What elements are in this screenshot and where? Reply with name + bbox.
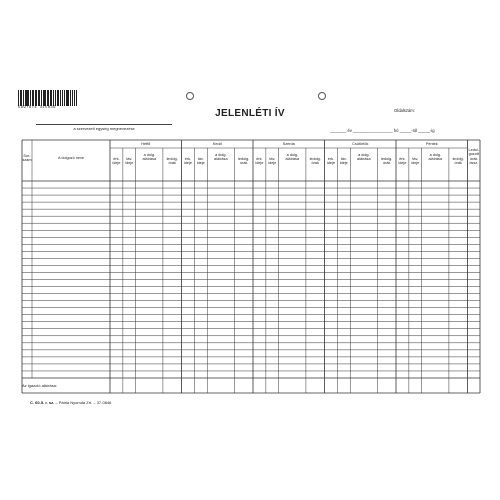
header-day-1: Hétfő — [141, 142, 151, 146]
sub-header-3: a dolg. aláírása — [214, 153, 228, 162]
sub-header-2: táv. ideje — [268, 157, 277, 166]
header-employee-name: A dolgozó neve — [58, 156, 84, 160]
date-range-line: _______ év _________________ hó _____-tól _____-ig — [330, 128, 435, 133]
sub-header-2: táv. ideje — [196, 157, 205, 166]
header-total-hours: Ledol- gozott órák össz. — [468, 148, 480, 166]
sub-header-2: táv. ideje — [125, 157, 134, 166]
sub-header-4: ledolg. órák — [166, 157, 178, 166]
sub-header-3: a dolg. aláírása — [142, 153, 157, 162]
sub-header-4: ledolg. órák — [238, 157, 250, 166]
barcode-number: 5997674 315036 — [18, 106, 56, 110]
sub-header-3: a dolg. aláírása — [357, 153, 371, 162]
form-title: JELENLÉTI ÍV — [215, 108, 285, 119]
header-day-3: Szerda — [282, 142, 295, 146]
header-row-number: Sor- szám — [22, 154, 32, 163]
sub-header-1: érk. ideje — [255, 157, 264, 166]
header-day-5: Péntek — [425, 142, 438, 146]
publisher-text: – Pátria Nyomda Zrt. – 37-0846 — [55, 400, 112, 405]
form-footer — [30, 400, 111, 405]
sub-header-1: érk. ideje — [398, 157, 407, 166]
sub-header-4: ledolg. órák — [381, 157, 393, 166]
attendance-sheet — [10, 88, 490, 413]
sub-header-1: érk. ideje — [326, 157, 335, 166]
header-day-2: Kedd — [212, 142, 222, 146]
sub-header-2: táv. ideje — [339, 157, 348, 166]
attendance-table-grid — [10, 88, 490, 413]
header-day-4: Csütörtök — [352, 142, 369, 146]
sub-header-3: a dolg. aláírása — [428, 153, 443, 162]
form-code: C. 60-5. r. sz. — [30, 400, 55, 405]
sub-header-1: érk. ideje — [183, 157, 192, 166]
org-unit-label: a szervezeti egység megnevezése — [73, 126, 135, 131]
sub-header-1: érk. ideje — [112, 157, 121, 166]
sub-header-4: ledolg. órák — [452, 157, 464, 166]
sub-header-4: ledolg. órák — [309, 157, 321, 166]
signature-label: Az igazoló aláírása: — [22, 383, 57, 388]
page-number-label: Oldalszám: — [394, 108, 415, 113]
sub-header-2: táv. ideje — [411, 157, 420, 166]
sub-header-3: a dolg. aláírása — [285, 153, 300, 162]
